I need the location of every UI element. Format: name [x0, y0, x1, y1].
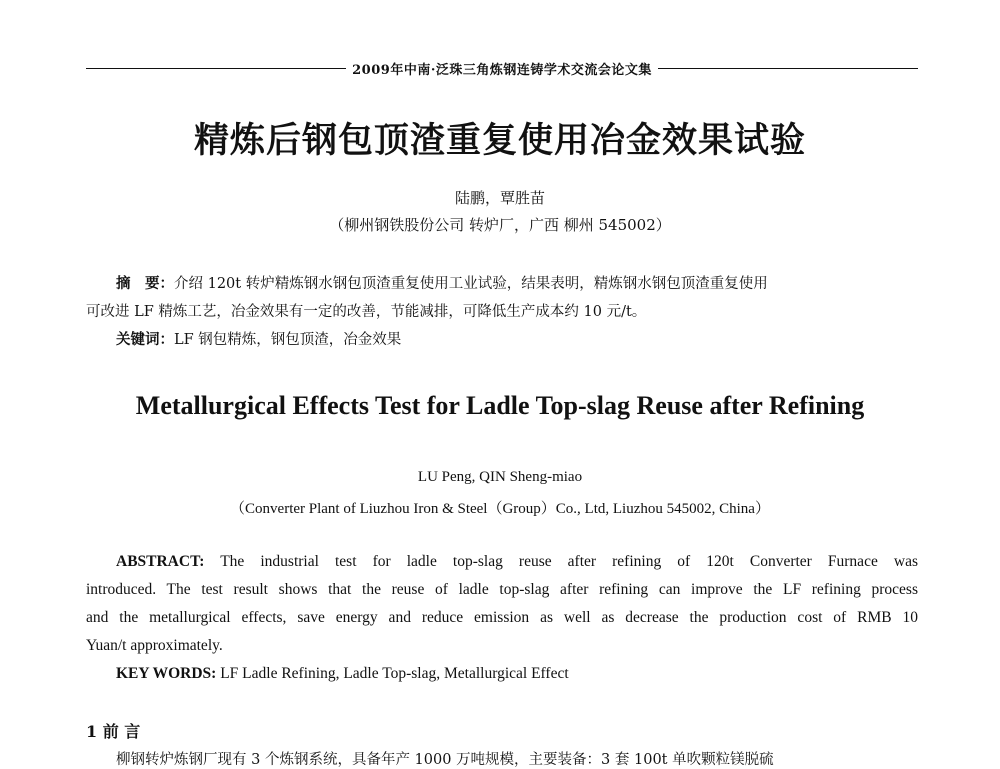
english-keywords-text: LF Ladle Refining, Ladle Top-slag, Metallurgical Effect: [216, 665, 569, 682]
english-abstract: [86, 548, 918, 688]
english-keywords: [86, 660, 918, 688]
header-text: 2009年中南·泛珠三角炼钢连铸学术交流会论文集: [352, 62, 652, 78]
chinese-abstract-label: 摘 要：: [116, 275, 174, 292]
chinese-abstract-text-1: 介绍 120t 转炉精炼钢水钢包顶渣重复使用工业试验，结果表明，精炼钢水钢包顶渣重复使用: [174, 276, 768, 292]
chinese-keywords: [86, 326, 918, 354]
english-abstract-text-2: introduced. The test result shows that the reuse of ladle top-slag after refining can improve the LF refining process: [86, 581, 918, 598]
english-keywords-label: KEY WORDS:: [116, 665, 217, 682]
running-header: [86, 58, 918, 78]
english-abstract-label: ABSTRACT:: [116, 553, 205, 570]
chinese-abstract-line-1: [86, 270, 918, 298]
english-abstract-text-1: The industrial test for ladle top-slag reuse after refining of 120t Converter Furnace was: [204, 553, 918, 570]
chinese-keywords-text: LF 钢包精炼，钢包顶渣，冶金效果: [174, 332, 402, 348]
english-affiliation: （Converter Plant of Liuzhou Iron & Steel（Group）Co., Ltd, Liuzhou 545002, China）: [230, 501, 770, 517]
chinese-title: 精炼后钢包顶渣重复使用冶金效果试验: [193, 120, 806, 161]
chinese-authors: 陆鹏，覃胜苗: [454, 189, 545, 207]
english-title: Metallurgical Effects Test for Ladle Top-slag Reuse after Refining: [135, 391, 865, 420]
chinese-keywords-label: 关键词：: [116, 331, 174, 348]
chinese-abstract-text-2: 可改进 LF 精炼工艺，冶金效果有一定的改善，节能减排，可降低生产成本约 10 元/t。: [86, 304, 647, 320]
header-rule-right: [658, 68, 918, 69]
english-abstract-text-3: and the metallurgical effects, save energy and reduce emission as well as decrease the production cost of RMB 10: [86, 609, 918, 626]
chinese-abstract: [86, 270, 918, 354]
english-abstract-text-4: Yuan/t approximately.: [86, 637, 223, 654]
english-authors: LU Peng, QIN Sheng-miao: [417, 469, 583, 485]
header-rule-left: [86, 68, 346, 69]
chinese-affiliation: （柳州钢铁股份公司 转炉厂，广西 柳州 545002）: [329, 216, 671, 234]
english-abstract-line-1: [86, 548, 918, 576]
section-heading: 1 前 言: [86, 722, 141, 741]
section-body-partial-line: 柳钢转炉炼钢厂现有 3 个炼钢系统，具备年产 1000 万吨规模，主要装备：3 套 100t 单吹颗粒镁脱硫: [116, 752, 774, 768]
